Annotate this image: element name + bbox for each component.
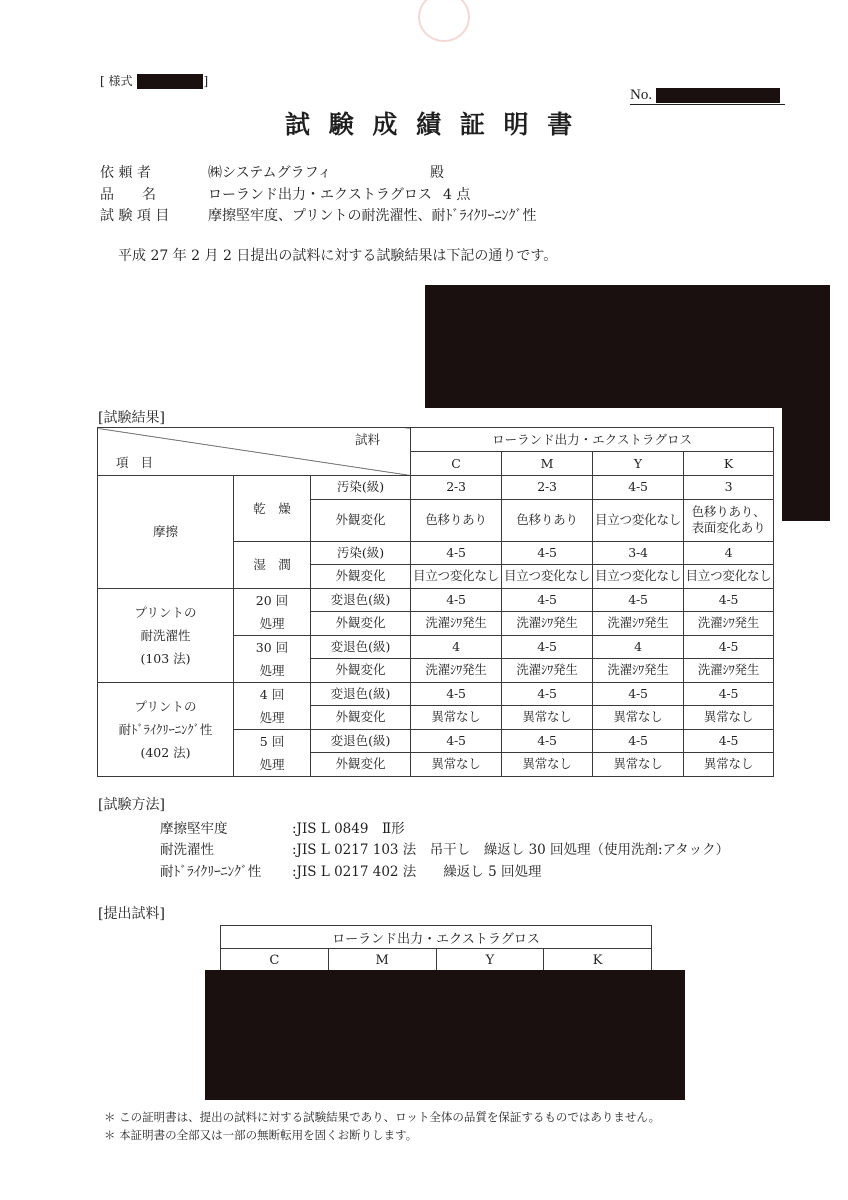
samples-column-k: K	[544, 949, 652, 972]
value-cell-y: 4-5	[593, 476, 684, 500]
method-spec: :JIS L 0217 402 法 繰返し 5 回処理	[292, 864, 542, 880]
section-label-line: 耐洗濯性	[140, 627, 191, 643]
value-cell-k: 3	[684, 476, 774, 500]
condition-label-line: 30 回	[255, 639, 289, 655]
value-cell-m: 4-5	[502, 635, 593, 659]
value-cell-m: 異常なし	[502, 706, 593, 730]
property-label: 変退色(級)	[311, 635, 411, 659]
value-cell-c: 4	[411, 635, 502, 659]
result-row	[98, 682, 774, 706]
condition-label-line: 処理	[259, 709, 285, 725]
samples-heading: [提出試料]	[98, 906, 165, 922]
value-cell-y: 洗濯ｼﾜ発生	[593, 612, 684, 636]
condition-label	[234, 476, 311, 542]
method-spec: :JIS L 0849 Ⅱ形	[292, 821, 405, 837]
value-cell-m: 目立つ変化なし	[502, 565, 593, 589]
product-label: 品 名	[100, 187, 156, 203]
value-cell-k: 4-5	[684, 588, 774, 612]
certificate-number	[630, 86, 785, 105]
property-label: 外観変化	[311, 659, 411, 683]
test-items-label: 試 験 項 目	[100, 208, 170, 224]
value-cell-k: 異常なし	[684, 706, 774, 730]
client-value: ㈱システムグラフィ	[208, 165, 332, 181]
value-cell-m: 異常なし	[502, 753, 593, 777]
value-cell-y: 異常なし	[593, 753, 684, 777]
results-heading: [試験結果]	[98, 410, 165, 426]
property-label: 外観変化	[311, 565, 411, 589]
value-cell-c: 洗濯ｼﾜ発生	[411, 659, 502, 683]
column-header-k: K	[684, 452, 774, 476]
value-cell-k: 洗濯ｼﾜ発生	[684, 612, 774, 636]
condition-label	[234, 635, 311, 682]
condition-label-line: 5 回	[259, 733, 285, 749]
property-label: 変退色(級)	[311, 588, 411, 612]
value-cell-k: 4-5	[684, 682, 774, 706]
stamp-mark	[418, 0, 470, 42]
sample-label: 試料	[355, 432, 381, 447]
value-cell-y: 洗濯ｼﾜ発生	[593, 659, 684, 683]
section-label-line: (103 法)	[140, 650, 191, 666]
value-cell-c: 色移りあり	[411, 499, 502, 541]
value-cell-k: 色移りあり、 表面変化あり	[684, 499, 774, 541]
value-cell-c: 2-3	[411, 476, 502, 500]
redaction-box	[656, 88, 780, 103]
condition-label	[234, 729, 311, 776]
condition-label	[234, 541, 311, 588]
section-label-line: (402 法)	[140, 744, 191, 760]
condition-label-line: 湿 潤	[253, 557, 291, 572]
value-cell-k: 4-5	[684, 635, 774, 659]
certificate-number-label: No.	[630, 87, 653, 103]
result-row	[98, 476, 774, 500]
property-label: 汚染(級)	[311, 476, 411, 500]
column-header-m: M	[502, 452, 593, 476]
value-cell-m: 洗濯ｼﾜ発生	[502, 659, 593, 683]
value-cell-c: 洗濯ｼﾜ発生	[411, 612, 502, 636]
value-cell-k: 4-5	[684, 729, 774, 753]
property-label: 外観変化	[311, 706, 411, 730]
column-header-y: Y	[593, 452, 684, 476]
samples-column-row	[221, 949, 652, 972]
page-title: 試 験 成 績 証 明 書	[285, 110, 578, 139]
value-cell-m: 洗濯ｼﾜ発生	[502, 612, 593, 636]
method-spec: :JIS L 0217 103 法 吊干し 繰返し 30 回処理（使用洗剤:アタック）	[292, 842, 730, 858]
header-row	[98, 428, 774, 452]
section-label-line: プリントの	[134, 698, 197, 714]
value-cell-m: 2-3	[502, 476, 593, 500]
form-label-open: [ 様式	[100, 74, 133, 88]
column-header-c: C	[411, 452, 502, 476]
section-label-line: プリントの	[134, 604, 197, 620]
section-label	[98, 588, 234, 682]
result-row	[98, 588, 774, 612]
value-cell-m: 4-5	[502, 588, 593, 612]
property-label: 変退色(級)	[311, 729, 411, 753]
condition-label-line: 処理	[259, 615, 285, 631]
property-label: 外観変化	[311, 499, 411, 541]
samples-name: ローランド出力・エクストラグロス	[221, 926, 652, 949]
section-label	[98, 476, 234, 589]
value-cell-m: 4-5	[502, 682, 593, 706]
product-value: ローランド出力・エクストラグロス	[208, 187, 432, 203]
condition-label-line: 20 回	[255, 592, 289, 608]
value-cell-k: 目立つ変化なし	[684, 565, 774, 589]
value-cell-c: 4-5	[411, 541, 502, 565]
footnote: ＊ 本証明書の全部又は一部の無断転用を固くお断りします。	[104, 1128, 418, 1142]
methods-heading: [試験方法]	[98, 797, 165, 813]
value-cell-y: 3-4	[593, 541, 684, 565]
redaction-box	[205, 970, 685, 1100]
value-cell-m: 4-5	[502, 729, 593, 753]
section-label-line: 耐ﾄﾞﾗｲｸﾘｰﾆﾝｸﾞ性	[118, 721, 213, 737]
product-count: 4 点	[443, 187, 471, 203]
section-label-line: 摩擦	[152, 524, 178, 540]
value-cell-k: 4	[684, 541, 774, 565]
condition-label-line: 処理	[259, 756, 285, 772]
condition-label-line: 乾 燥	[253, 500, 291, 516]
method-name: 摩擦堅牢度	[160, 821, 228, 837]
property-label: 汚染(級)	[311, 541, 411, 565]
value-cell-y: 目立つ変化なし	[593, 565, 684, 589]
samples-column-c: C	[221, 949, 329, 972]
redaction-box	[782, 400, 830, 521]
item-label: 項 目	[116, 455, 157, 471]
value-cell-c: 4-5	[411, 682, 502, 706]
header-diagonal-cell	[98, 428, 411, 476]
value-cell-y: 4-5	[593, 729, 684, 753]
samples-table	[220, 925, 652, 972]
results-body	[98, 476, 774, 777]
redaction-box	[425, 285, 830, 408]
samples-column-m: M	[328, 949, 436, 972]
intro-text: 平成 27 年 2 月 2 日提出の試料に対する試験結果は下記の通りです。	[118, 248, 558, 264]
value-cell-c: 異常なし	[411, 753, 502, 777]
condition-label-line: 処理	[259, 662, 285, 678]
client-label: 依 頼 者	[100, 165, 151, 181]
property-label: 外観変化	[311, 612, 411, 636]
value-cell-y: 異常なし	[593, 706, 684, 730]
value-cell-y: 4-5	[593, 588, 684, 612]
method-name: 耐洗濯性	[160, 842, 214, 858]
samples-column-y: Y	[436, 949, 544, 972]
value-cell-k: 洗濯ｼﾜ発生	[684, 659, 774, 683]
redaction-box	[137, 74, 203, 89]
value-cell-y: 目立つ変化なし	[593, 499, 684, 541]
method-name: 耐ﾄﾞﾗｲｸﾘｰﾆﾝｸﾞ性	[160, 864, 262, 880]
property-label: 外観変化	[311, 753, 411, 777]
sample-name-header: ローランド出力・エクストラグロス	[411, 428, 774, 452]
value-cell-y: 4-5	[593, 682, 684, 706]
condition-label	[234, 588, 311, 635]
value-cell-k: 異常なし	[684, 753, 774, 777]
condition-label-line: 4 回	[259, 686, 285, 702]
value-cell-m: 色移りあり	[502, 499, 593, 541]
client-honorific: 殿	[430, 165, 444, 181]
footnote: ＊ この証明書は、提出の試料に対する試験結果であり、ロット全体の品質を保証するものではありません。	[104, 1110, 661, 1124]
value-cell-y: 4	[593, 635, 684, 659]
section-label	[98, 682, 234, 776]
results-table	[97, 427, 774, 777]
value-cell-c: 4-5	[411, 588, 502, 612]
property-label: 変退色(級)	[311, 682, 411, 706]
samples-name-row	[221, 926, 652, 949]
value-cell-c: 異常なし	[411, 706, 502, 730]
value-cell-c: 4-5	[411, 729, 502, 753]
test-items-value: 摩擦堅牢度、プリントの耐洗濯性、耐ﾄﾞﾗｲｸﾘｰﾆﾝｸﾞ性	[208, 208, 537, 224]
condition-label	[234, 682, 311, 729]
value-cell-m: 4-5	[502, 541, 593, 565]
value-cell-c: 目立つ変化なし	[411, 565, 502, 589]
form-label	[100, 73, 208, 89]
form-label-close: ]	[203, 74, 209, 88]
